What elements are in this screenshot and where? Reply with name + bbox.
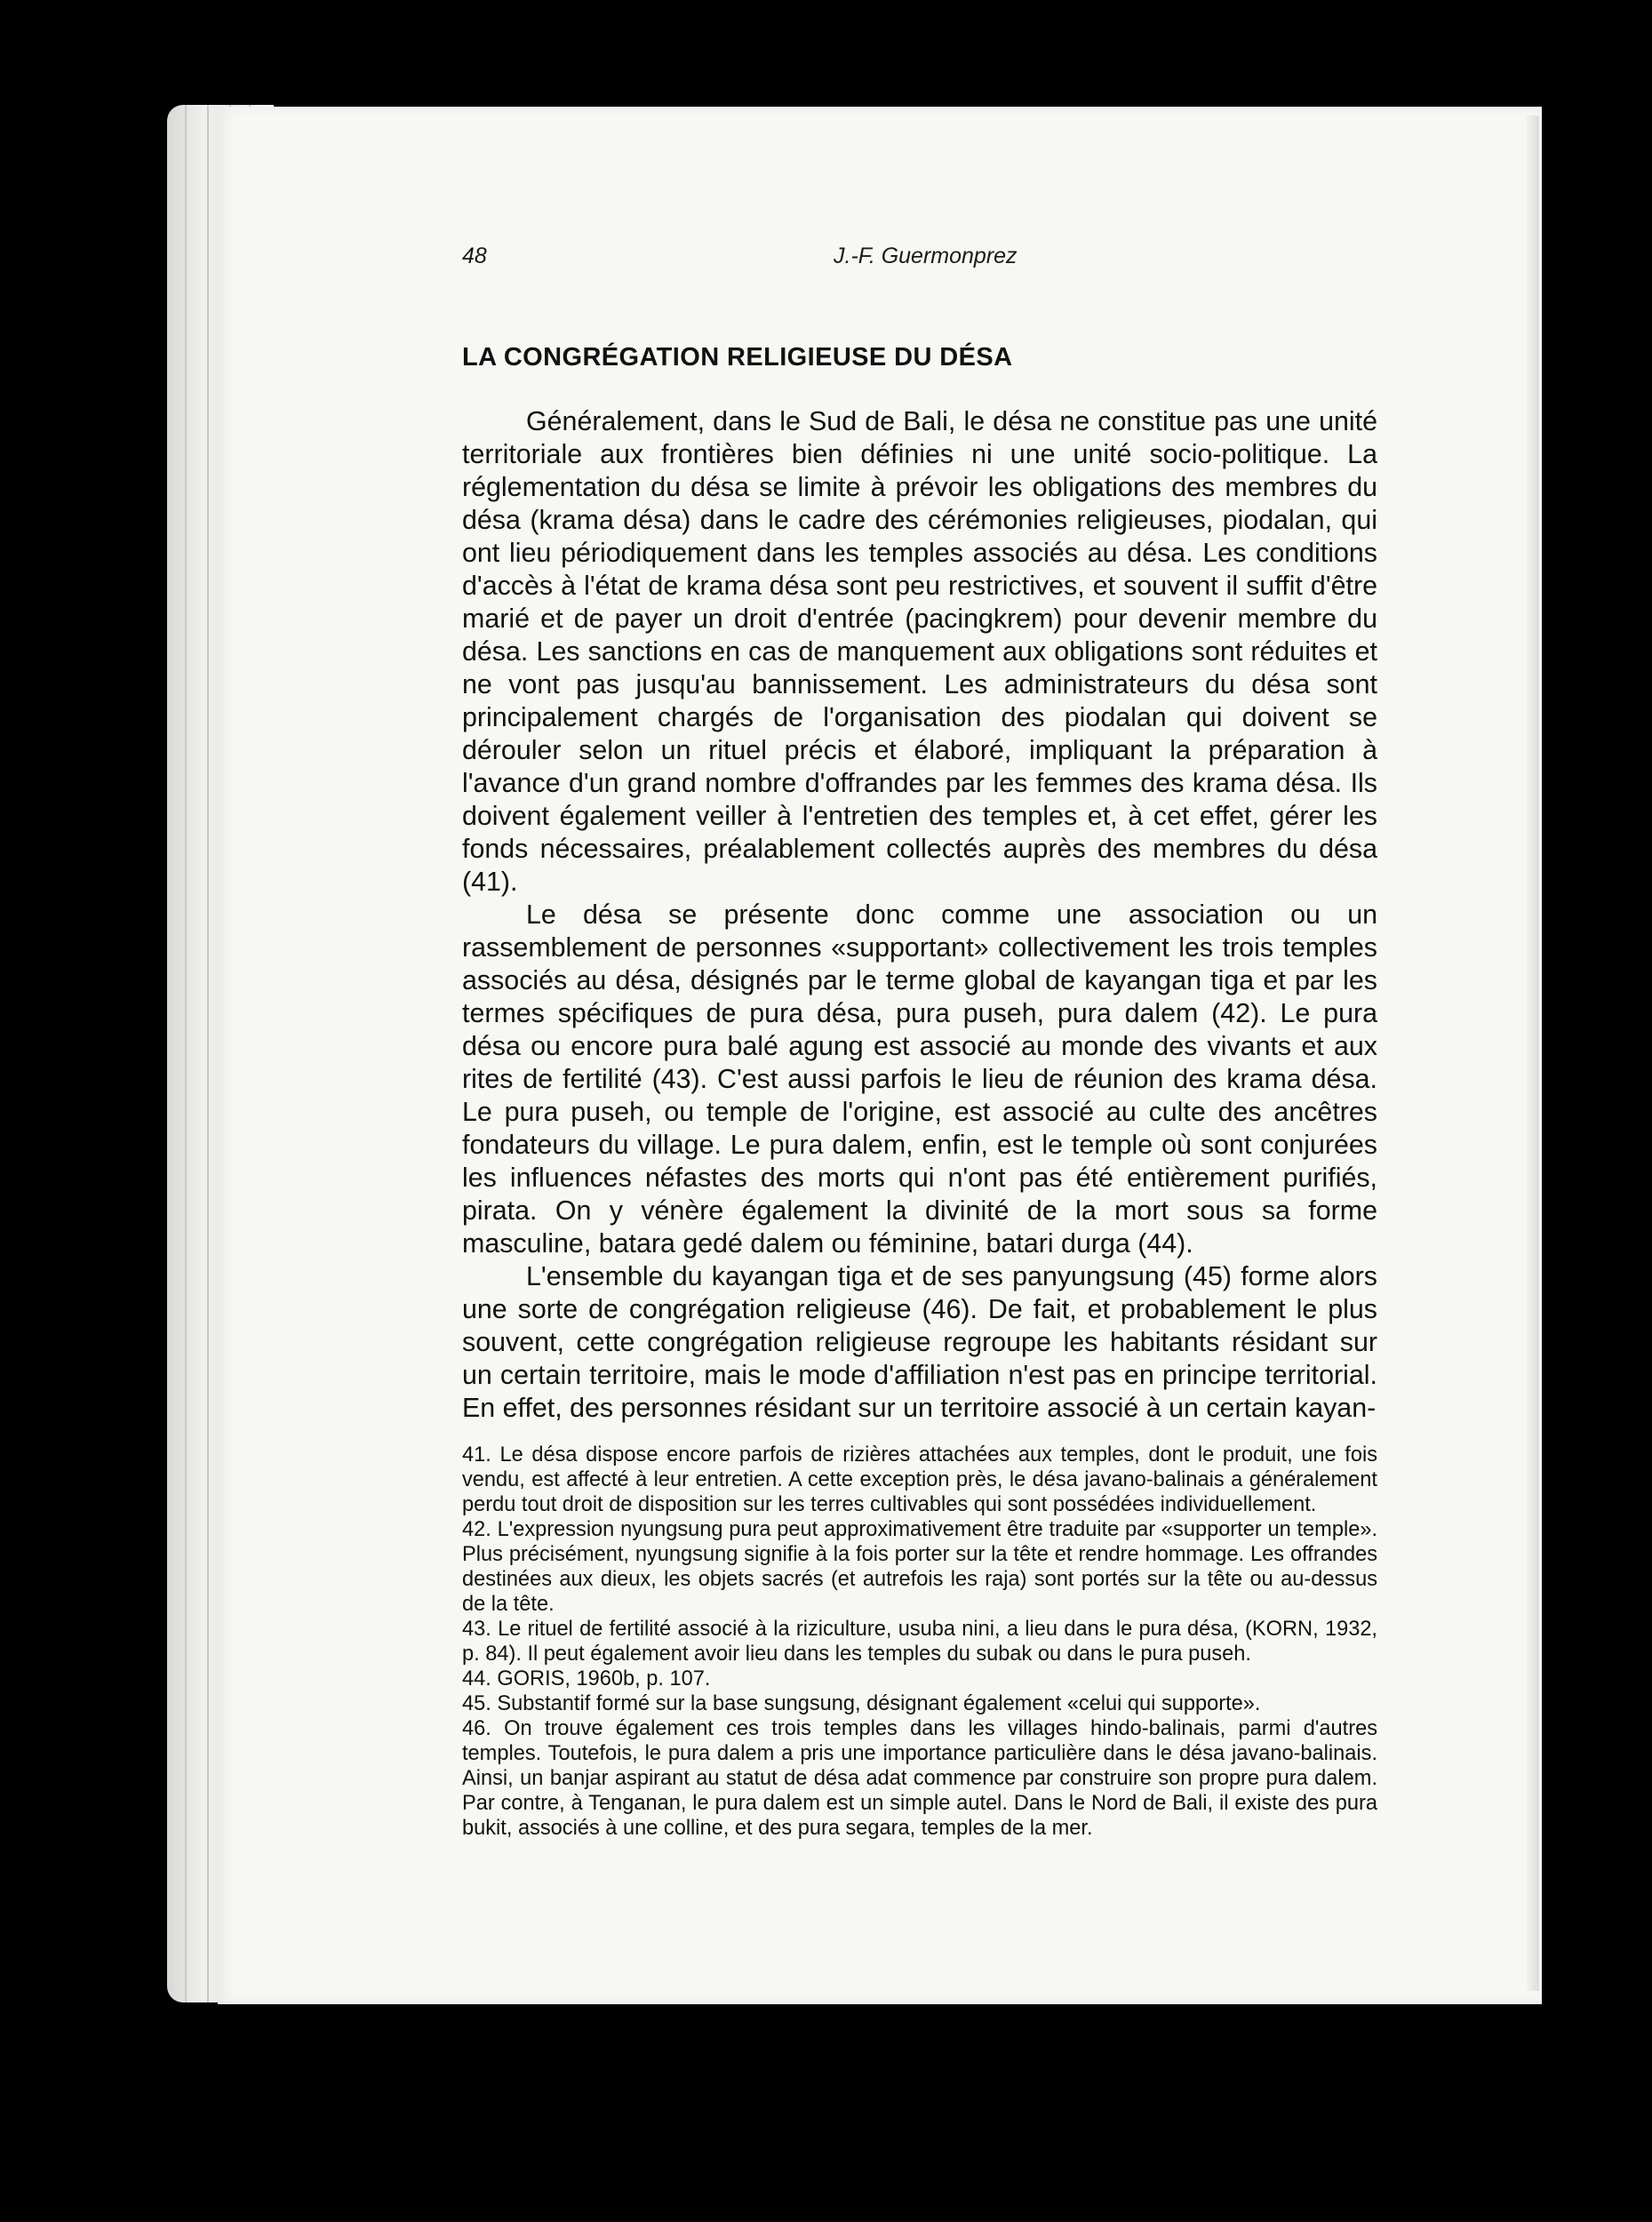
body-text <box>462 405 1377 1425</box>
page-number: 48 <box>462 244 487 268</box>
footnote-41: 41. Le désa dispose encore parfois de rizières attachées aux temples, dont le produit, une fois vendu, est affecté à leur entretien. A cette exception près, le désa javano-balinais a généralement perdu tout droit de disposition sur les terres cultivables qui sont possédées individuellement. <box>462 1443 1377 1516</box>
footnote-43: 43. Le rituel de fertilité associé à la riziculture, usuba nini, a lieu dans le pura désa, (KORN, 1932, p. 84). Il peut également avoir lieu dans les temples du subak ou dans le pura puseh. <box>462 1618 1377 1666</box>
running-head-author: J.-F. Guermonprez <box>834 244 1018 268</box>
paragraph: Généralement, dans le Sud de Bali, le désa ne constitue pas une unité territoriale aux frontières bien définies ni une unité socio-politique. La réglementation du désa se limite à prévoir les obligations des membres du désa (krama désa) dans le cadre des cérémonies religieuses, piodalan, qui ont lieu périodiquement dans les temples associés au désa. Les conditions d'accès à l'état de krama désa sont peu restrictives, et souvent il suffit d'être marié et de payer un droit d'entrée (pacingkrem) pour devenir membre du désa. Les sanctions en cas de manquement aux obligations sont réduites et ne vont pas jusqu'au bannissement. Les administrateurs du désa sont principalement chargés de l'organisation des piodalan qui doivent se dérouler selon un rituel précis et élaboré, impliquant la préparation à l'avance d'un grand nombre d'offrandes par les femmes des krama désa. Ils doivent également veiller à l'entretien des temples et, à cet effet, gérer les fonds nécessaires, préalablement collectés auprès des membres du désa (41). <box>462 406 1377 897</box>
section-heading: LA CONGRÉGATION RELIGIEUSE DU DÉSA <box>462 343 1013 372</box>
page-right-edge <box>1527 116 1539 1991</box>
footnote-44: 44. GORIS, 1960b, p. 107. <box>462 1667 711 1690</box>
footnotes <box>462 1443 1377 1841</box>
footnote-42: 42. L'expression nyungsung pura peut approximativement être traduite par «supporter un temple». Plus précisément, nyungsung signifie à la fois porter sur la tête et rendre hommage. Les offrandes destinées aux dieux, les objets sacrés (et autrefois les raja) sont portés sur la tête ou au-dessus de la tête. <box>462 1518 1377 1616</box>
paragraph: Le désa se présente donc comme une association ou un rassemblement de personnes «supportant» collectivement les trois temples associés au désa, désignés par le terme global de kayangan tiga et par les termes spécifiques de pura désa, pura puseh, pura dalem (42). Le pura désa ou encore pura balé agung est associé au monde des vivants et aux rites de fertilité (43). C'est aussi parfois le lieu de réunion des krama désa. Le pura puseh, ou temple de l'origine, est associé au culte des ancêtres fondateurs du village. Le pura dalem, enfin, est le temple où sont conjurées les influences néfastes des morts qui n'ont pas été entièrement purifiés, pirata. On y vénère également la divinité de la mort sous sa forme masculine, batara gedé dalem ou féminine, batari durga (44). <box>462 899 1377 1259</box>
footnote-45: 45. Substantif formé sur la base sungsung, désignant également «celui qui supporte». <box>462 1692 1261 1715</box>
paragraph: L'ensemble du kayangan tiga et de ses panyungsung (45) forme alors une sorte de congrégation religieuse (46). De fait, et probablement le plus souvent, cette congrégation religieuse regroupe les habitants résidant sur un certain territoire, mais le mode d'affiliation n'est pas en principe territorial. En effet, des personnes résidant sur un territoire associé à un certain kayan- <box>462 1261 1377 1423</box>
footnote-46: 46. On trouve également ces trois temples dans les villages hindo-balinais, parmi d'autres temples. Toutefois, le pura dalem a pris une importance particulière dans le désa javano-balinais. Ainsi, un banjar aspirant au statut de désa adat commence par construire son propre pura dalem. Par contre, à Tenganan, le pura dalem est un simple autel. Dans le Nord de Bali, il existe des pura bukit, associés à une colline, et des pura segara, temples de la mer. <box>462 1717 1377 1840</box>
